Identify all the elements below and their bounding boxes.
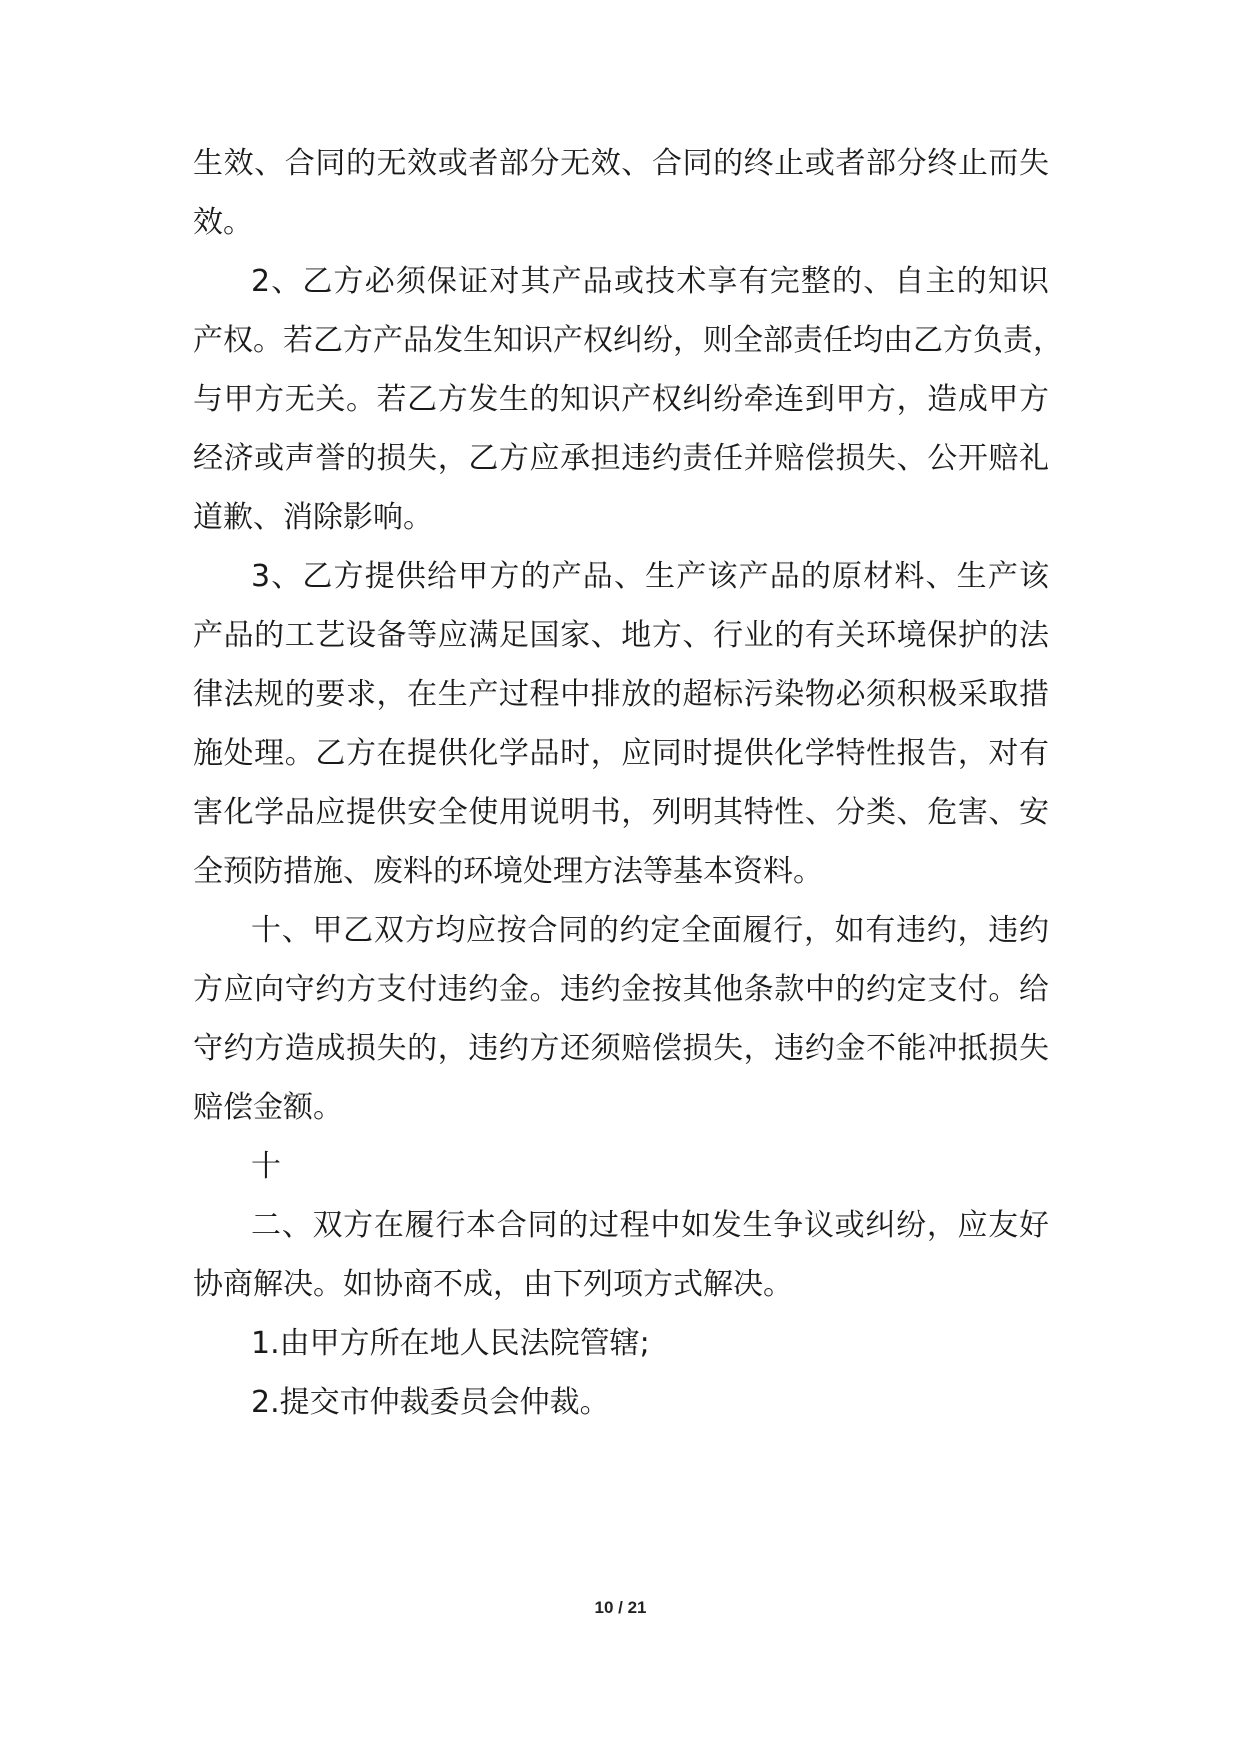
text-line: 经济或声誉的损失，乙方应承担违约责任并赔偿损失、公开赔礼: [193, 441, 1049, 476]
text-line: 2.提交市仲裁委员会仲裁。: [251, 1385, 610, 1420]
text-line: 效。: [193, 205, 253, 240]
text-line: 协商解决。如协商不成，由下列项方式解决。: [193, 1267, 793, 1302]
text-line: 方应向守约方支付违约金。违约金按其他条款中的约定支付。给: [193, 972, 1049, 1007]
text-line: 产品的工艺设备等应满足国家、地方、行业的有关环境保护的法: [193, 618, 1049, 653]
text-line: 守约方造成损失的，违约方还须赔偿损失，违约金不能冲抵损失: [193, 1031, 1049, 1066]
text-line: 赔偿金额。: [193, 1090, 343, 1125]
text-line: 1.由甲方所在地人民法院管辖;: [251, 1326, 650, 1361]
text-line: 与甲方无关。若乙方发生的知识产权纠纷牵连到甲方，造成甲方: [193, 382, 1049, 417]
page-number: 10 / 21: [594, 1598, 647, 1617]
text-line: 3、乙方提供给甲方的产品、生产该产品的原材料、生产该: [251, 559, 1049, 594]
text-line: 全预防措施、废料的环境处理方法等基本资料。: [193, 854, 823, 889]
text-line: 二、双方在履行本合同的过程中如发生争议或纠纷，应友好: [251, 1208, 1049, 1243]
text-line: 2、乙方必须保证对其产品或技术享有完整的、自主的知识: [251, 264, 1049, 299]
text-line: 生效、合同的无效或者部分无效、合同的终止或者部分终止而失: [193, 146, 1049, 181]
text-line: 道歉、消除影响。: [193, 500, 433, 535]
text-line: 律法规的要求，在生产过程中排放的超标污染物必须积极采取措: [193, 677, 1049, 712]
text-line: 十: [251, 1149, 281, 1184]
text-line: 施处理。乙方在提供化学品时，应同时提供化学特性报告，对有: [193, 736, 1049, 771]
text-line: 十、甲乙双方均应按合同的约定全面履行，如有违约，违约: [251, 913, 1049, 948]
text-line: 产权。若乙方产品发生知识产权纠纷，则全部责任均由乙方负责，: [193, 323, 1063, 358]
text-line: 害化学品应提供安全使用说明书，列明其特性、分类、危害、安: [193, 795, 1049, 830]
